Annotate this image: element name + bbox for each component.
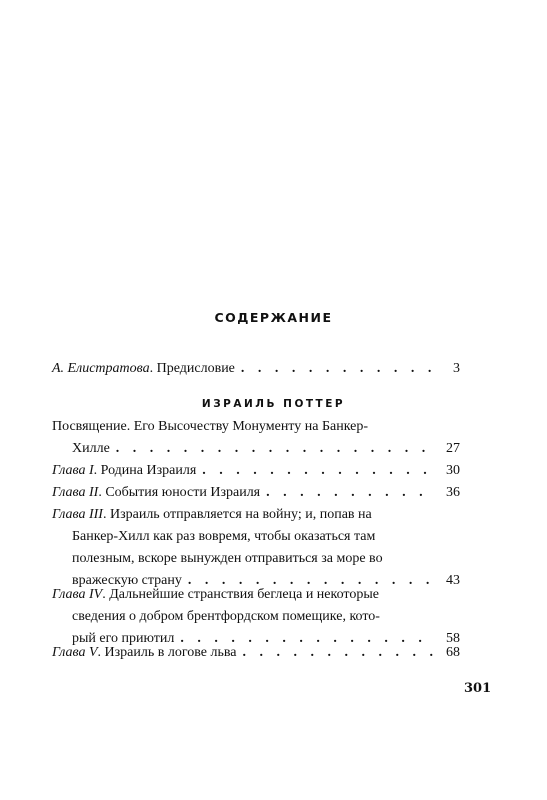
chapter-label: Глава II [52, 485, 99, 500]
toc-entry-chapter-1 [52, 460, 460, 482]
page-ref: 43 [446, 573, 460, 588]
toc-line [52, 504, 460, 526]
entry-title-cont: сведения о добром брентфордском помещике, кото- [72, 609, 380, 624]
toc-line [52, 548, 460, 570]
section-title: ИЗРАИЛЬ ПОТТЕР [201, 398, 346, 410]
chapter-label: Глава III [52, 507, 103, 522]
toc-line [52, 358, 460, 380]
toc-entry-chapter-4 [52, 584, 460, 650]
chapter-label: Глава I [52, 463, 94, 478]
toc-line [52, 584, 460, 606]
entry-title-cont: Банкер-Хилл как раз вовремя, чтобы оказаться там [72, 529, 376, 544]
dot-leader [241, 358, 436, 380]
entry-title-cont: полезным, вскоре вынужден отправиться за море во [72, 551, 383, 566]
page-ref: 58 [446, 631, 460, 646]
entry-title: . Израиль в логове льва [97, 645, 237, 660]
toc-entry-chapter-5 [52, 642, 460, 664]
toc-text [52, 504, 372, 526]
page-number: 301 [464, 681, 492, 696]
page-ref: 30 [446, 463, 460, 478]
toc-text [52, 642, 237, 664]
toc-entry-chapter-2 [52, 482, 460, 504]
chapter-label: Глава IV [52, 587, 103, 602]
entry-title: Посвящение. Его Высочеству Монументу на Банкер- [52, 419, 369, 434]
toc-line [52, 482, 460, 504]
toc-entry-preface [52, 358, 460, 380]
dot-leader [266, 482, 436, 504]
toc-text [52, 460, 196, 482]
page-ref: 27 [446, 441, 460, 456]
toc-text [52, 358, 235, 380]
author-name: А. Елистратова [52, 361, 150, 376]
toc-line [52, 642, 460, 664]
toc-text [52, 584, 379, 606]
dot-leader [243, 642, 437, 664]
entry-title-cont: рый его приютил [72, 631, 175, 646]
entry-title: . Предисловие [149, 361, 235, 376]
entry-title-cont: Хилле [72, 441, 110, 456]
toc-entry-dedication [52, 416, 460, 460]
toc-line [52, 526, 460, 548]
dot-leader [116, 438, 436, 460]
toc-entry-chapter-3 [52, 504, 460, 592]
entry-title: . Дальнейшие странствия беглеца и некоторые [102, 587, 379, 602]
page-ref: 36 [446, 485, 460, 500]
toc-text [52, 482, 260, 504]
toc-line [52, 438, 460, 460]
chapter-label: Глава V [52, 645, 98, 660]
entry-title: . События юности Израиля [98, 485, 261, 500]
toc-line [52, 460, 460, 482]
entry-title: . Израиль отправляется на войну; и, попав на [102, 507, 372, 522]
dot-leader [202, 460, 436, 482]
contents-title: СОДЕРЖАНИЕ [214, 310, 333, 325]
page-ref: 68 [446, 645, 460, 660]
entry-title: . Родина Израиля [93, 463, 197, 478]
toc-line [52, 416, 460, 438]
page-ref: 3 [453, 361, 460, 376]
entry-title-cont: вражескую страну [72, 573, 182, 588]
toc-line [52, 606, 460, 628]
